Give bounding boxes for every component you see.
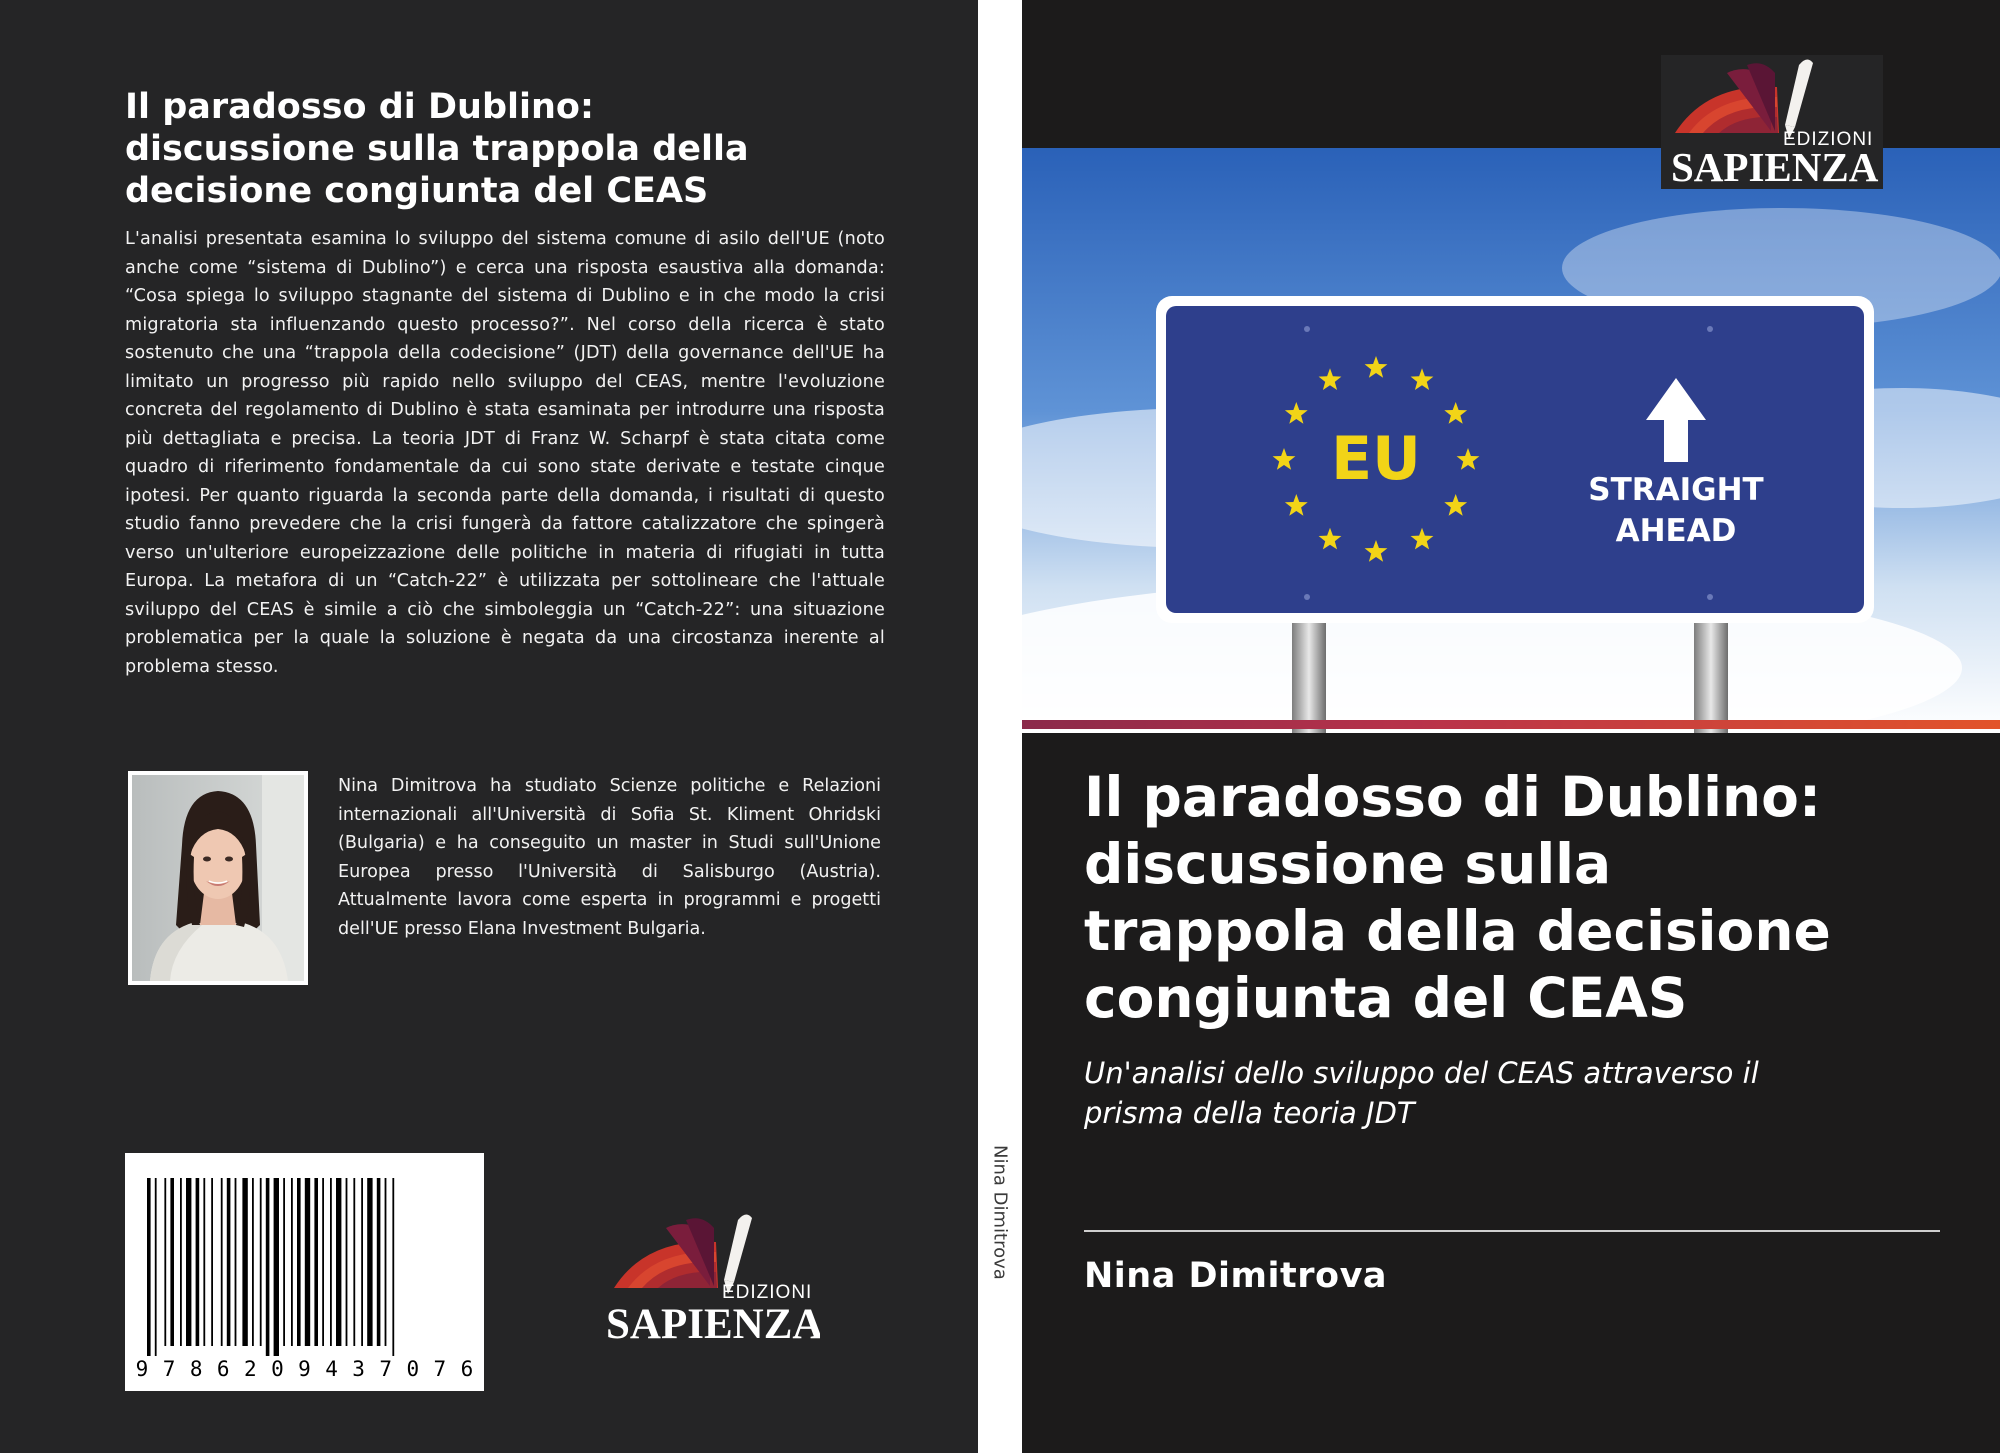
front-title-line: Il paradosso di Dublino:: [1084, 765, 1821, 829]
barcode-digit: 6: [216, 1357, 230, 1381]
spine-author: Nina Dimitrova: [989, 1145, 1011, 1280]
back-title-line: Il paradosso di Dublino:: [125, 87, 594, 127]
barcode-bar: [392, 1178, 394, 1356]
front-title-line: congiunta del CEAS: [1084, 966, 1688, 1030]
publisher-logo-front: [1661, 55, 1883, 189]
barcode-digit: 9: [298, 1357, 311, 1381]
barcode-bar: [227, 1178, 231, 1346]
accent-stripe: [1022, 720, 2000, 729]
barcode-digit: 3: [352, 1357, 365, 1381]
barcode-bar: [180, 1178, 182, 1346]
barcode-bar: [297, 1178, 301, 1346]
publisher-logo-back: [598, 1208, 820, 1348]
barcode-bars: [125, 1153, 484, 1391]
front-cover-author: Nina Dimitrova: [1084, 1256, 1387, 1296]
barcode-bar: [346, 1178, 348, 1346]
barcode-bar: [377, 1178, 381, 1346]
logo-sapienza-text: SAPIENZA: [606, 1301, 820, 1348]
barcode-bar: [385, 1178, 387, 1346]
isbn-barcode: [125, 1153, 484, 1391]
barcode-digit: 8: [189, 1357, 203, 1381]
back-title-line: discussione sulla trappola della: [125, 129, 749, 169]
barcode-bar: [336, 1178, 341, 1346]
barcode-bar: [235, 1178, 237, 1346]
front-title-line: trappola della decisione: [1084, 899, 1831, 963]
barcode-bar: [221, 1178, 223, 1346]
author-photo: [128, 771, 308, 985]
barcode-bar: [242, 1178, 247, 1346]
barcode-bar: [252, 1178, 254, 1346]
barcode-digits: [133, 1357, 476, 1381]
barcode-bar: [170, 1178, 174, 1346]
logo-sapienza-text: SAPIENZA: [1671, 144, 1879, 189]
author-bio: Nina Dimitrova ha studiato Scienze politiche e Relazioni internazionali all'Università di Sofia St. Kliment Ohridski (Bulgaria) e ha conseguito un master in Studi sull'Unione Europea presso l'Università di Salisburgo (Austria). Attualmente lavora come esperta in programmi e progetti dell'UE presso Elana Investment Bulgaria.: [338, 776, 881, 939]
subtitle-line: Un'analisi dello sviluppo del CEAS attraverso il: [1084, 1056, 1759, 1090]
front-cover-subtitle: [1084, 1053, 1944, 1133]
barcode-bar: [147, 1178, 151, 1356]
barcode-bar: [266, 1178, 270, 1356]
logo-edizioni-text: EDIZIONI: [722, 1282, 813, 1303]
barcode-bar: [196, 1178, 200, 1346]
barcode-bar: [291, 1178, 293, 1346]
barcode-bar: [164, 1178, 166, 1346]
front-cover-title: [1084, 764, 1964, 1032]
subtitle-line: prisma della teoria JDT: [1084, 1096, 1415, 1130]
barcode-bar: [186, 1178, 191, 1346]
barcode-digit: 7: [379, 1357, 393, 1381]
barcode-digit: 2: [243, 1357, 257, 1381]
sign-straight-text: STRAIGHT: [1588, 472, 1764, 508]
sign-ahead-text: AHEAD: [1615, 513, 1737, 549]
back-cover-title: [125, 86, 905, 212]
barcode-bar: [330, 1178, 332, 1346]
divider-rule: [1084, 1230, 1940, 1232]
author-portrait-image: [132, 775, 304, 981]
barcode-bar: [274, 1178, 279, 1356]
barcode-digit: 7: [433, 1357, 447, 1381]
front-title-line: discussione sulla: [1084, 832, 1612, 896]
barcode-bar: [283, 1178, 285, 1346]
barcode-bar: [155, 1178, 157, 1356]
barcode-bar: [305, 1178, 310, 1346]
barcode-digit: 7: [162, 1357, 176, 1381]
back-title-line: decisione congiunta del CEAS: [125, 171, 709, 211]
barcode-digit: 4: [325, 1357, 338, 1381]
spine: [978, 0, 1022, 1453]
logo-edizioni-text: EDIZIONI: [1783, 129, 1874, 150]
barcode-digit: 6: [460, 1357, 474, 1381]
sapienza-logo-icon: [598, 1208, 820, 1348]
barcode-bar: [314, 1178, 318, 1346]
cover-illustration: [1022, 148, 2000, 733]
barcode-digit: 0: [406, 1357, 420, 1381]
barcode-bar: [203, 1178, 205, 1346]
barcode-bar: [367, 1178, 372, 1346]
barcode-bar: [353, 1178, 355, 1346]
barcode-digit: 0: [271, 1357, 284, 1381]
barcode-bar: [211, 1178, 213, 1346]
barcode-bar: [361, 1178, 363, 1346]
back-cover: [0, 0, 978, 1453]
back-cover-blurb: L'analisi presentata esamina lo sviluppo del sistema comune di asilo dell'UE (noto anche come “sistema di Dublino”) e cerca una risposta esaustiva alla domanda: “Cosa spiega lo sviluppo stagnante del sistema di Dublino e in che modo la crisi migratoria sta influenzando questo processo?”. Nel corso della ricerca è stato sostenuto che una “trappola della codecisione” (JDT) della governance dell'UE ha limitato un progresso più rapido nello sviluppo del CEAS, mentre l'evoluzione concreta del regolamento di Dublino è stata esaminata per introdurre una risposta più dettagliata e precisa. La teoria JDT di Franz W. Scharpf è stata citata come quadro di riferimento fondamentale da cui sono state derivate e testate cinque ipotesi. Per quanto riguarda la seconda parte della domanda, i risultati di questo studio fanno prevedere che la crisi fungerà da fattore catalizzatore che spingerà verso un'ulteriore europeizzazione delle politiche in materia di rifugiati in tutta Europa. La metafora di un “Catch-22” è utilizzata per sottolineare che l'attuale sviluppo del CEAS è simile a ciò che simboleggia un “Catch-22”: una situazione problematica per la quale la soluzione è negata da una circostanza inerente al problema stesso.: [125, 229, 885, 677]
sign-eu-text: EU: [1331, 424, 1421, 494]
barcode-digit: 9: [135, 1357, 149, 1381]
barcode-bar: [260, 1178, 262, 1346]
front-cover: [1022, 0, 2000, 1453]
sapienza-logo-icon: [1661, 55, 1883, 189]
barcode-bar: [322, 1178, 324, 1346]
eu-road-sign-image: [1022, 148, 2000, 733]
